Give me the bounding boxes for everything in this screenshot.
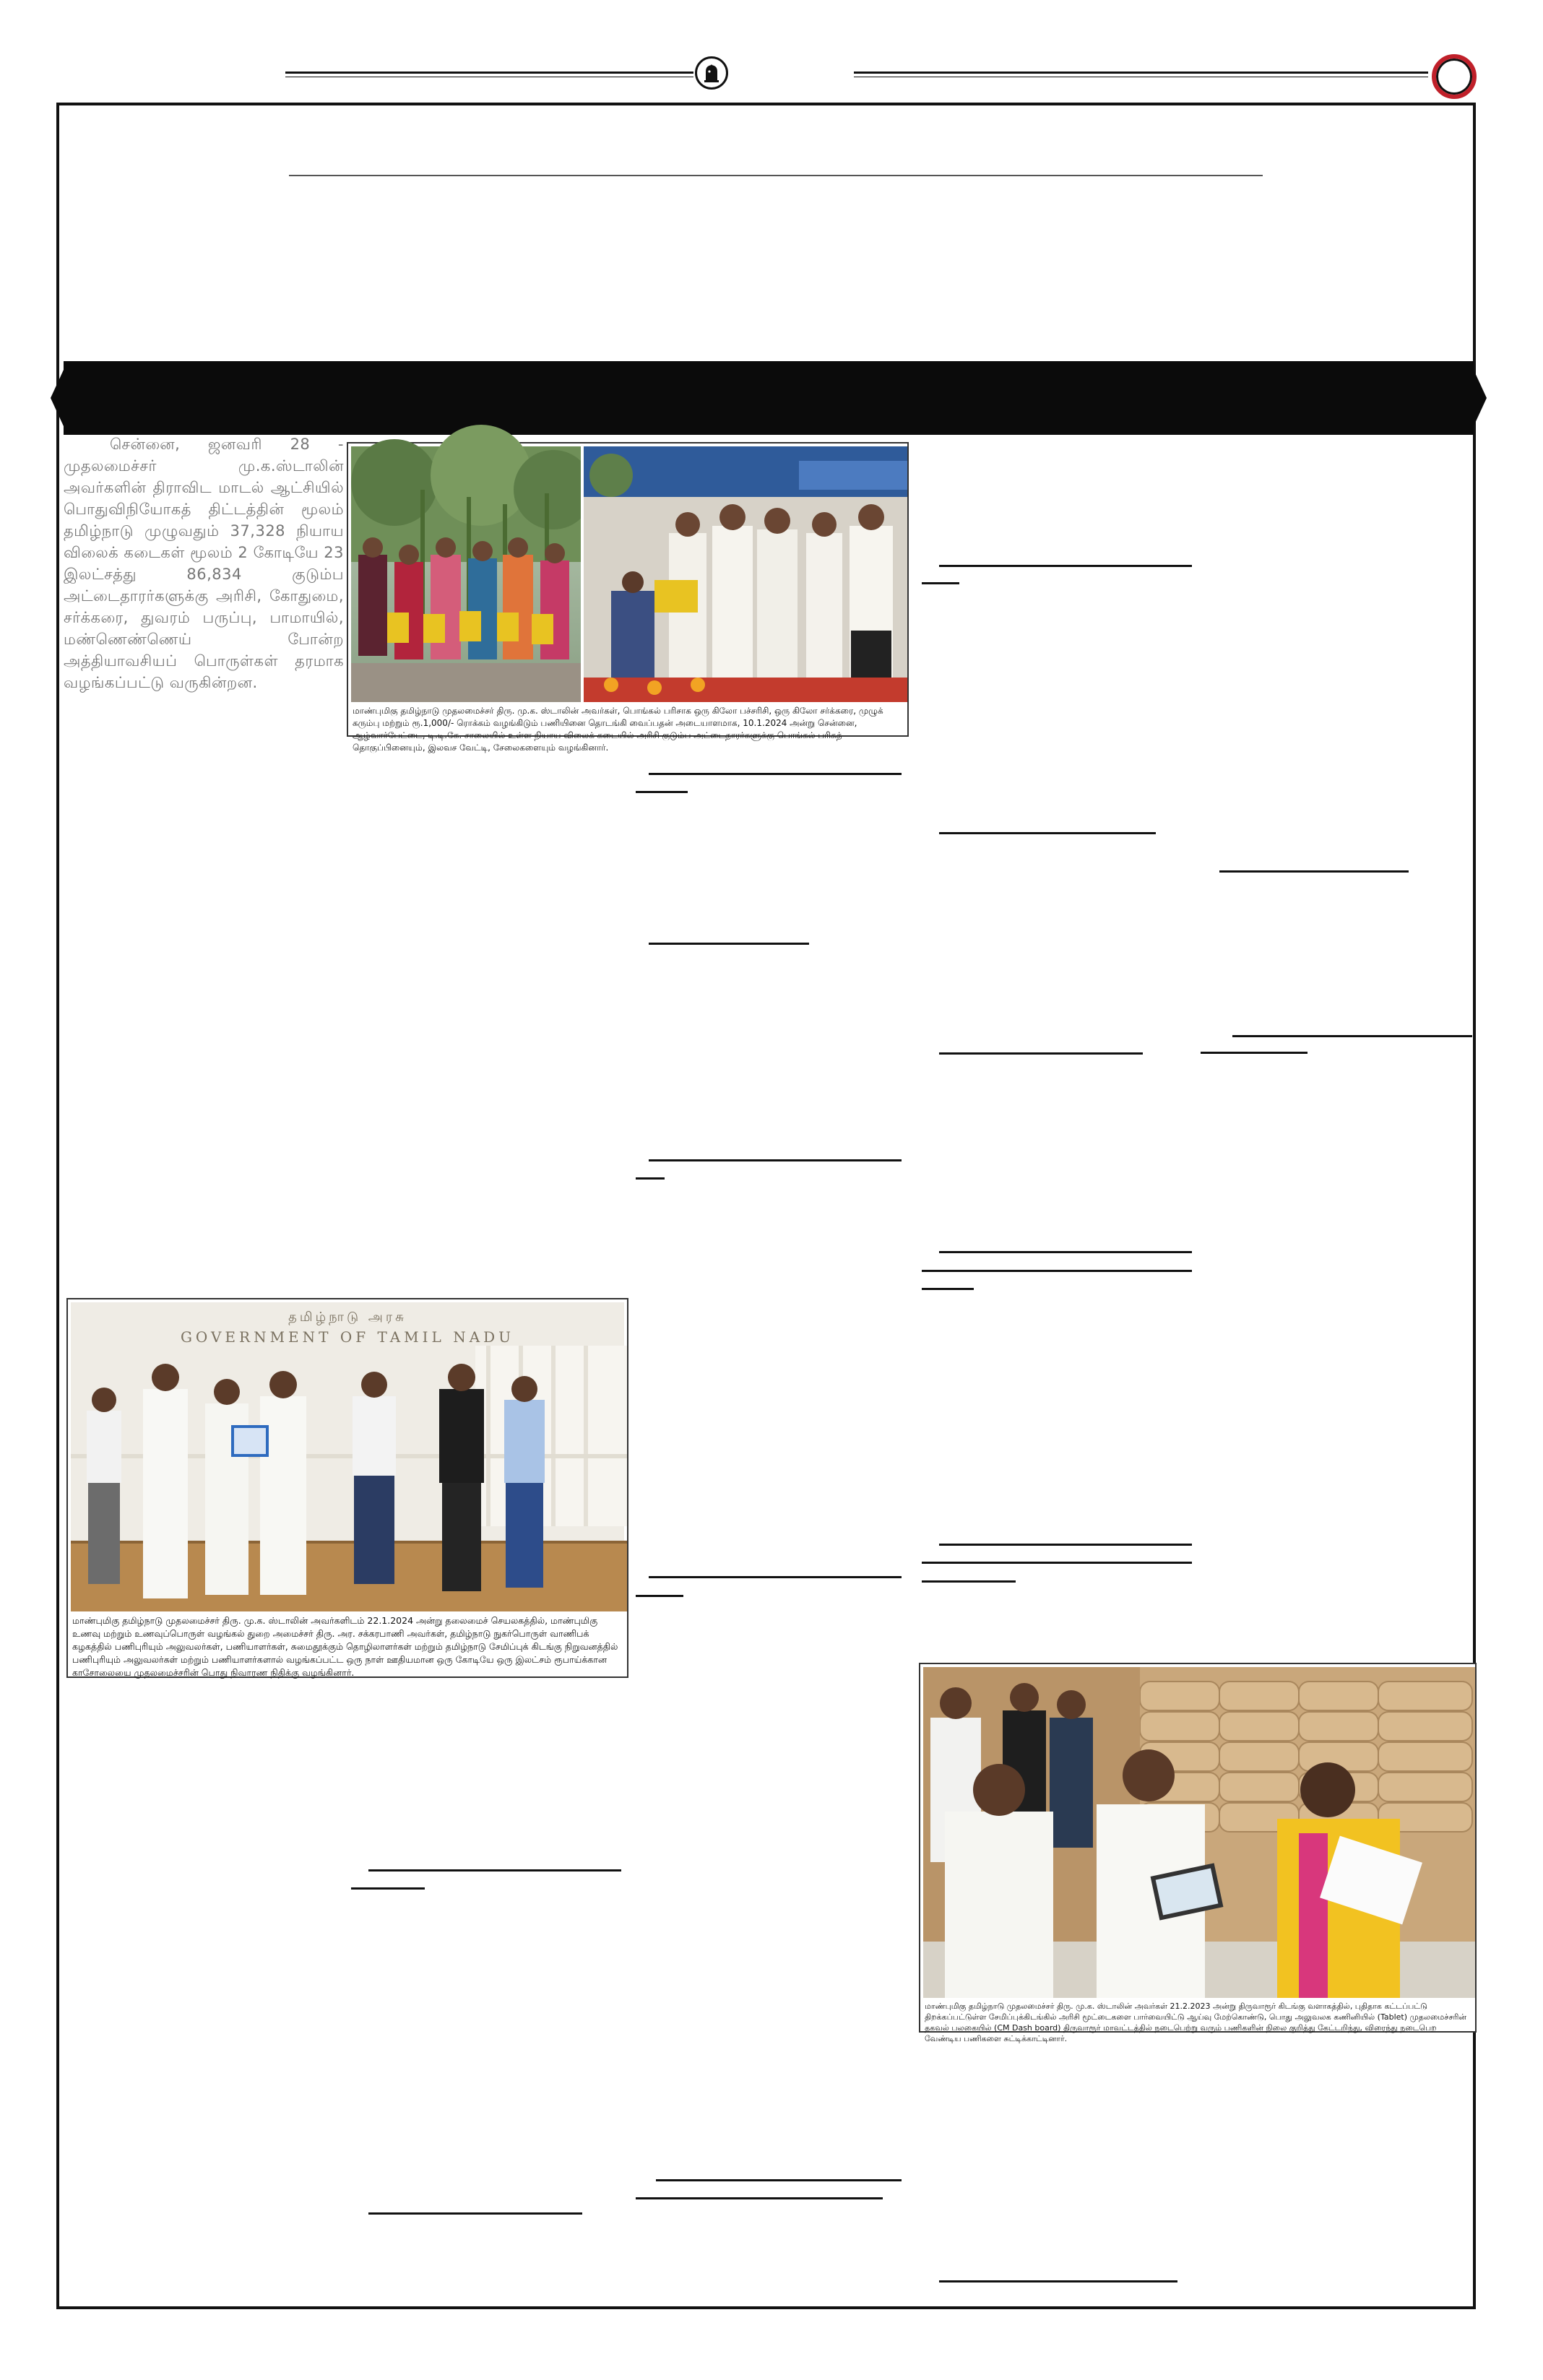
subheading-underline-13: [656, 2179, 902, 2181]
subheading-underline-5: [649, 943, 809, 945]
subheading-underline-6: [939, 1052, 1143, 1055]
headline-banner: [64, 361, 1474, 435]
subheading-underline-1b: [922, 582, 959, 584]
headline-rule: [289, 175, 1263, 176]
subheading-underline-7b: [1201, 1052, 1308, 1054]
photo-warehouse-inspection-image: [923, 1667, 1472, 1998]
subheading-underline-3: [939, 832, 1156, 834]
subheading-underline-2b: [636, 791, 688, 793]
page-number-badge: [1432, 54, 1477, 99]
photo-pongal-gift-caption: மாண்புமிகு தமிழ்நாடு முதலமைச்சர் திரு. மு.க. ஸ்டாலின் அவர்கள், பொங்கல் பரிசாக ஒரு கிலோ பச்சரிசி, ஒரு கிலோ சர்க்கரை, முழுக் கரும்பு மற்றும் ரூ.1,000/- ரொக்கம் வழங்கிடும் பணியினை தொடங்கி வைப்பதன் அடையாளமாக, 10.1.2024 அன்று சென்னை, ஆழ்வார்பேட்டை, டி.டி.கே. சாலையில் உள்ள நியாய விலைக் கடையில் அரிசி குடும்ப அட்டைதாரர்களுக்கு பொங்கல் பரிசுத் தொகுப்பினையும், இலவச வேட்டி, சேலைகளையும் வழங்கினார்.: [353, 706, 883, 753]
subheading-underline-9c: [922, 1288, 974, 1290]
government-sign-tamil: தமிழ்நாடு அரசு: [288, 1310, 407, 1325]
subheading-underline-8b: [636, 1177, 665, 1180]
photo-warehouse-inspection-caption: மாண்புமிகு தமிழ்நாடு முதலமைச்சர் திரு. மு.க. ஸ்டாலின் அவர்கள் 21.2.2023 அன்று திருவாரூர் கிடங்கு வளாகத்தில், புதிதாக கட்டப்பட்டு திறக்கப்பட்டுள்ள சேமிப்புக்கிடங்கில் அரிசி மூட்டைகளை பார்வையிட்டு ஆய்வு மேற்கொண்டு, பொது அலுவலக கணினியில் (Tablet) முதலமைச்சரின் தகவல் பலகையில் (CM Dash board) திருவாரூர் மாவட்டத்தில் நடைபெற்று வரும் பணிகளின் நிலை குறித்து கேட்டறிந்து, விரைந்து நடைபெற வேண்டிய பணிகளை சுட்டிக்காட்டினார்.: [925, 2002, 1467, 2043]
photo-cheque-presentation-image: [71, 1302, 624, 1611]
tamilnadu-emblem-icon: [695, 56, 728, 90]
photo-cheque-presentation: [66, 1298, 628, 1678]
subheading-underline-7: [1232, 1035, 1472, 1037]
intro-paragraph: சென்னை, ஜனவரி 28 - முதலமைச்சர் மு.க.ஸ்டாலின் அவர்களின் திராவிட மாடல் ஆட்சியில் பொதுவிநியோகத் திட்டத்தின் மூலம் தமிழ்நாடு முழுவதும் 37,328 நியாய விலைக் கடைகள் மூலம் 2 கோடியே 23 இலட்சத்து 86,834 குடும்ப அட்டைதாரர்களுக்கு அரிசி, கோதுமை, சர்க்கரை, துவரம் பருப்பு, பாமாயில், மண்ணெண்ணெய் போன்ற அத்தியாவசியப் பொருள்கள் தரமாக வழங்கப்பட்டு வருகின்றன.: [64, 436, 344, 691]
subheading-underline-9: [939, 1251, 1192, 1253]
subheading-underline-9b: [922, 1270, 1192, 1272]
subheading-underline-10c: [922, 1580, 1016, 1583]
photo-warehouse-inspection: [919, 1663, 1477, 2043]
masthead-rule-right: [854, 72, 1428, 74]
subheading-underline-15: [939, 2280, 1177, 2282]
subheading-underline-8: [649, 1159, 902, 1161]
subheading-underline-1: [939, 565, 1192, 567]
subheading-underline-11b: [636, 1595, 683, 1597]
subheading-underline-12: [368, 1869, 621, 1871]
subheading-underline-4: [1219, 870, 1409, 873]
subheading-underline-10b: [922, 1562, 1192, 1564]
masthead-rule-left: [285, 72, 693, 74]
subheading-underline-12b: [351, 1887, 425, 1890]
government-sign-english: GOVERNMENT OF TAMIL NADU: [180, 1328, 515, 1346]
subheading-underline-13b: [636, 2197, 883, 2199]
photo-pongal-gift: [347, 442, 909, 753]
photo-pongal-gift-image: [351, 446, 904, 702]
subheading-underline-10: [939, 1544, 1192, 1546]
subheading-underline-2: [649, 773, 902, 775]
subheading-underline-14: [368, 2212, 582, 2215]
photo-cheque-presentation-caption: மாண்புமிகு தமிழ்நாடு முதலமைச்சர் திரு. மு.க. ஸ்டாலின் அவர்களிடம் 22.1.2024 அன்று தலைமைச் செயலகத்தில், மாண்புமிகு உணவு மற்றும் உணவுப்பொருள் வழங்கல் துறை அமைச்சர் திரு. அர. சக்கரபாணி அவர்கள், தமிழ்நாடு நுகர்பொருள் வாணிபக் கழகத்தில் பணிபுரியும் அலுவலர்கள், பணியாளர்கள், சுமைதூக்கும் தொழிலாளர்கள் மற்றும் தமிழ்நாடு சேமிப்புக் கிடங்கு நிறுவனத்தில் பணிபுரியும் அலுவலர்கள் மற்றும் பணியாளர்களால் வழங்கப்பட்ட ஒரு நாள் ஊதியமான ஒரு கோடியே ஒரு இலட்சம் ரூபாய்க்கான காசோலையை முதலமைச்சரின் பொது நிவாரண நிதிக்கு வழங்கினார்.: [72, 1615, 618, 1678]
subheading-underline-11: [649, 1576, 902, 1578]
